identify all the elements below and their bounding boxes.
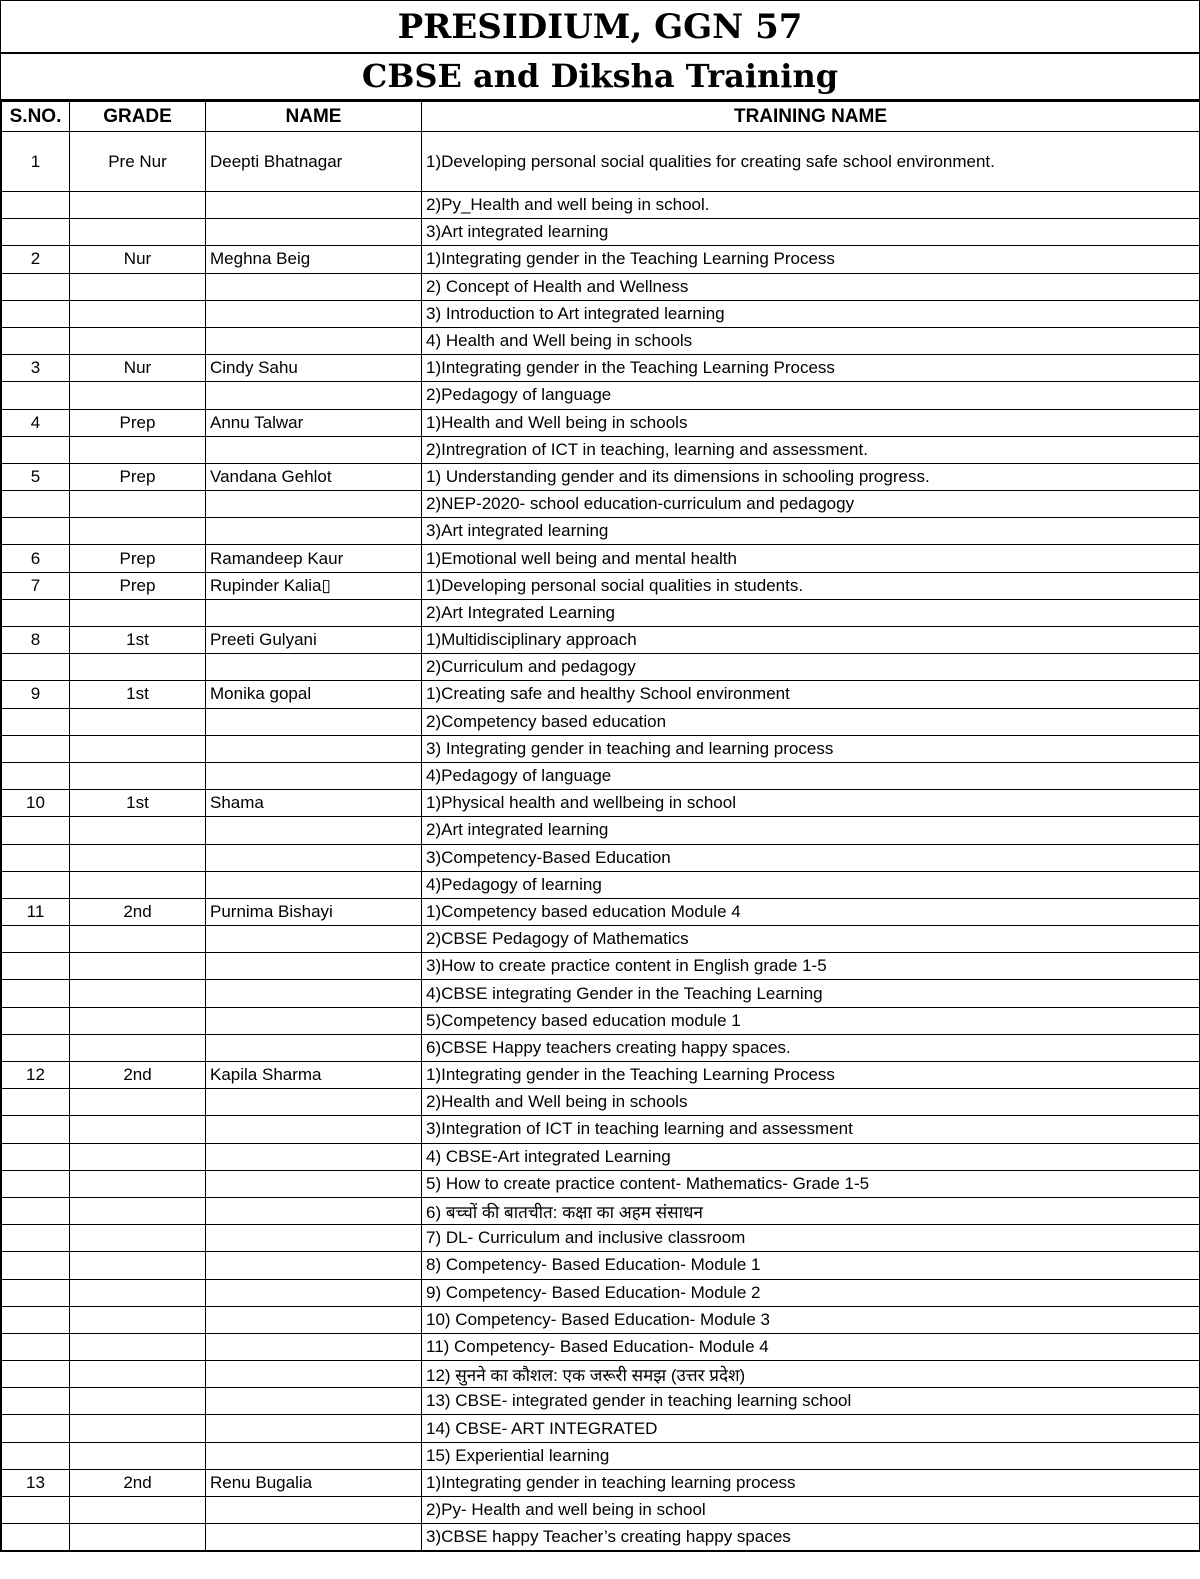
cell-training: 3)Integration of ICT in teaching learning and assessment xyxy=(422,1116,1200,1143)
cell-sno: 3 xyxy=(2,355,70,382)
cell-sno xyxy=(2,817,70,844)
cell-name xyxy=(206,1197,422,1224)
cell-training: 2)Py- Health and well being in school xyxy=(422,1497,1200,1524)
table-row xyxy=(2,463,1200,490)
cell-name xyxy=(206,844,422,871)
cell-training: 2)Curriculum and pedagogy xyxy=(422,654,1200,681)
cell-training: 2)Health and Well being in schools xyxy=(422,1089,1200,1116)
cell-training: 15) Experiential learning xyxy=(422,1442,1200,1469)
table-row xyxy=(2,1497,1200,1524)
cell-grade xyxy=(70,735,206,762)
cell-training: 4)Pedagogy of language xyxy=(422,762,1200,789)
cell-name xyxy=(206,1170,422,1197)
table-row xyxy=(2,409,1200,436)
cell-training: 2)Pedagogy of language xyxy=(422,382,1200,409)
cell-training: 3)How to create practice content in English grade 1-5 xyxy=(422,953,1200,980)
cell-training: 1)Integrating gender in teaching learning process xyxy=(422,1469,1200,1496)
table-row xyxy=(2,491,1200,518)
cell-training: 2)Art Integrated Learning xyxy=(422,599,1200,626)
cell-grade xyxy=(70,708,206,735)
cell-name xyxy=(206,1116,422,1143)
cell-name xyxy=(206,436,422,463)
table-row xyxy=(2,1034,1200,1061)
cell-training: 1)Health and Well being in schools xyxy=(422,409,1200,436)
cell-sno xyxy=(2,1442,70,1469)
cell-sno xyxy=(2,1089,70,1116)
table-row xyxy=(2,681,1200,708)
cell-grade: 2nd xyxy=(70,1469,206,1496)
table-row xyxy=(2,844,1200,871)
cell-training: 3)Competency-Based Education xyxy=(422,844,1200,871)
cell-grade xyxy=(70,1197,206,1224)
cell-sno xyxy=(2,1306,70,1333)
cell-sno xyxy=(2,1497,70,1524)
cell-sno: 4 xyxy=(2,409,70,436)
cell-grade: 2nd xyxy=(70,898,206,925)
cell-sno xyxy=(2,327,70,354)
cell-name: Renu Bugalia xyxy=(206,1469,422,1496)
table-row xyxy=(2,1388,1200,1415)
table-row xyxy=(2,654,1200,681)
cell-sno xyxy=(2,518,70,545)
table-row xyxy=(2,735,1200,762)
table-row xyxy=(2,953,1200,980)
table-row xyxy=(2,1225,1200,1252)
table-row xyxy=(2,1279,1200,1306)
cell-sno: 10 xyxy=(2,790,70,817)
cell-sno: 7 xyxy=(2,572,70,599)
cell-sno: 12 xyxy=(2,1062,70,1089)
cell-grade xyxy=(70,1116,206,1143)
cell-training: 12) सुनने का कौशल: एक जरूरी समझ (उत्तर प्रदेश) xyxy=(422,1361,1200,1388)
cell-sno xyxy=(2,1279,70,1306)
cell-sno: 5 xyxy=(2,463,70,490)
cell-training: 1)Integrating gender in the Teaching Learning Process xyxy=(422,355,1200,382)
cell-grade xyxy=(70,1306,206,1333)
cell-sno xyxy=(2,1225,70,1252)
training-table xyxy=(1,101,1200,1551)
cell-grade xyxy=(70,192,206,219)
table-row xyxy=(2,1252,1200,1279)
cell-sno xyxy=(2,871,70,898)
cell-grade: Nur xyxy=(70,246,206,273)
cell-grade xyxy=(70,1007,206,1034)
table-row xyxy=(2,327,1200,354)
cell-training: 3)CBSE happy Teacher’s creating happy spaces xyxy=(422,1524,1200,1551)
cell-training: 1)Multidisciplinary approach xyxy=(422,627,1200,654)
cell-grade: Prep xyxy=(70,463,206,490)
cell-name xyxy=(206,1442,422,1469)
cell-sno xyxy=(2,1007,70,1034)
cell-sno xyxy=(2,1361,70,1388)
cell-grade xyxy=(70,871,206,898)
table-row xyxy=(2,1197,1200,1224)
cell-sno xyxy=(2,1034,70,1061)
cell-grade: Nur xyxy=(70,355,206,382)
cell-grade xyxy=(70,844,206,871)
cell-training: 6) बच्चों की बातचीत: कक्षा का अहम संसाधन xyxy=(422,1197,1200,1224)
cell-training: 1)Developing personal social qualities for creating safe school environment. xyxy=(422,132,1200,192)
cell-sno xyxy=(2,436,70,463)
cell-training: 5)Competency based education module 1 xyxy=(422,1007,1200,1034)
table-row xyxy=(2,246,1200,273)
cell-sno: 13 xyxy=(2,1469,70,1496)
cell-grade xyxy=(70,980,206,1007)
cell-name xyxy=(206,1089,422,1116)
cell-name xyxy=(206,735,422,762)
cell-sno xyxy=(2,1170,70,1197)
cell-name xyxy=(206,518,422,545)
table-row xyxy=(2,1143,1200,1170)
cell-sno xyxy=(2,1524,70,1551)
cell-grade xyxy=(70,1415,206,1442)
cell-name xyxy=(206,382,422,409)
cell-name: Kapila Sharma xyxy=(206,1062,422,1089)
table-row xyxy=(2,355,1200,382)
cell-training: 2)CBSE Pedagogy of Mathematics xyxy=(422,926,1200,953)
cell-training: 1)Integrating gender in the Teaching Learning Process xyxy=(422,246,1200,273)
cell-grade: 2nd xyxy=(70,1062,206,1089)
cell-sno: 8 xyxy=(2,627,70,654)
cell-name: Deepti Bhatnagar xyxy=(206,132,422,192)
cell-sno xyxy=(2,382,70,409)
cell-sno xyxy=(2,708,70,735)
cell-training: 3)Art integrated learning xyxy=(422,518,1200,545)
cell-grade xyxy=(70,654,206,681)
cell-grade xyxy=(70,1361,206,1388)
cell-name xyxy=(206,953,422,980)
table-row xyxy=(2,219,1200,246)
cell-grade xyxy=(70,491,206,518)
table-row xyxy=(2,1361,1200,1388)
cell-training: 9) Competency- Based Education- Module 2 xyxy=(422,1279,1200,1306)
cell-grade xyxy=(70,273,206,300)
table-row xyxy=(2,1306,1200,1333)
table-row xyxy=(2,817,1200,844)
cell-sno xyxy=(2,1388,70,1415)
cell-grade xyxy=(70,436,206,463)
cell-grade xyxy=(70,1497,206,1524)
cell-grade xyxy=(70,817,206,844)
cell-sno: 11 xyxy=(2,898,70,925)
table-row xyxy=(2,1007,1200,1034)
cell-sno xyxy=(2,926,70,953)
cell-grade: 1st xyxy=(70,681,206,708)
cell-sno xyxy=(2,1252,70,1279)
cell-grade xyxy=(70,382,206,409)
cell-name xyxy=(206,1306,422,1333)
cell-name: Purnima Bishayi xyxy=(206,898,422,925)
header-name: NAME xyxy=(206,102,422,132)
cell-grade: Prep xyxy=(70,409,206,436)
cell-name xyxy=(206,1279,422,1306)
cell-name xyxy=(206,1143,422,1170)
cell-grade xyxy=(70,1225,206,1252)
cell-name: Ramandeep Kaur xyxy=(206,545,422,572)
cell-name xyxy=(206,817,422,844)
cell-grade xyxy=(70,219,206,246)
cell-training: 1)Competency based education Module 4 xyxy=(422,898,1200,925)
cell-grade: 1st xyxy=(70,627,206,654)
cell-name xyxy=(206,762,422,789)
cell-training: 2)Art integrated learning xyxy=(422,817,1200,844)
cell-training: 10) Competency- Based Education- Module 3 xyxy=(422,1306,1200,1333)
table-row xyxy=(2,627,1200,654)
cell-name xyxy=(206,192,422,219)
cell-name xyxy=(206,1524,422,1551)
table-row xyxy=(2,926,1200,953)
header-row xyxy=(2,102,1200,132)
cell-training: 1)Creating safe and healthy School environment xyxy=(422,681,1200,708)
table-row xyxy=(2,980,1200,1007)
cell-training: 1)Developing personal social qualities in students. xyxy=(422,572,1200,599)
cell-grade: Prep xyxy=(70,572,206,599)
cell-sno xyxy=(2,273,70,300)
cell-grade: Prep xyxy=(70,545,206,572)
cell-sno xyxy=(2,300,70,327)
cell-training: 3)Art integrated learning xyxy=(422,219,1200,246)
cell-grade xyxy=(70,327,206,354)
page-title: PRESIDIUM, GGN 57 xyxy=(1,1,1199,54)
cell-name: Annu Talwar xyxy=(206,409,422,436)
cell-sno xyxy=(2,219,70,246)
cell-name xyxy=(206,926,422,953)
table-row xyxy=(2,898,1200,925)
cell-grade xyxy=(70,762,206,789)
cell-name xyxy=(206,273,422,300)
cell-name xyxy=(206,708,422,735)
table-row xyxy=(2,708,1200,735)
table-body xyxy=(2,132,1200,1551)
cell-training: 13) CBSE- integrated gender in teaching learning school xyxy=(422,1388,1200,1415)
cell-name xyxy=(206,300,422,327)
cell-grade xyxy=(70,1252,206,1279)
cell-sno: 2 xyxy=(2,246,70,273)
cell-sno xyxy=(2,192,70,219)
table-row xyxy=(2,545,1200,572)
cell-training: 5) How to create practice content- Mathematics- Grade 1-5 xyxy=(422,1170,1200,1197)
table-row xyxy=(2,1116,1200,1143)
cell-sno xyxy=(2,953,70,980)
cell-name: Vandana Gehlot xyxy=(206,463,422,490)
cell-name xyxy=(206,1388,422,1415)
cell-sno xyxy=(2,654,70,681)
table-row xyxy=(2,871,1200,898)
cell-training: 6)CBSE Happy teachers creating happy spaces. xyxy=(422,1034,1200,1061)
cell-name xyxy=(206,980,422,1007)
table-row xyxy=(2,1089,1200,1116)
table-row xyxy=(2,382,1200,409)
cell-sno: 9 xyxy=(2,681,70,708)
table-row xyxy=(2,599,1200,626)
cell-grade xyxy=(70,953,206,980)
cell-name xyxy=(206,599,422,626)
cell-training: 4) Health and Well being in schools xyxy=(422,327,1200,354)
table-row xyxy=(2,1415,1200,1442)
cell-grade xyxy=(70,300,206,327)
cell-name: Meghna Beig xyxy=(206,246,422,273)
table-row xyxy=(2,436,1200,463)
table-row xyxy=(2,1442,1200,1469)
cell-sno: 6 xyxy=(2,545,70,572)
header-sno: S.NO. xyxy=(2,102,70,132)
cell-sno xyxy=(2,1197,70,1224)
cell-name xyxy=(206,1252,422,1279)
table-row xyxy=(2,192,1200,219)
cell-name xyxy=(206,1361,422,1388)
cell-name: Monika gopal xyxy=(206,681,422,708)
cell-sno xyxy=(2,844,70,871)
cell-name xyxy=(206,1034,422,1061)
cell-grade xyxy=(70,1388,206,1415)
cell-grade xyxy=(70,1034,206,1061)
table-row xyxy=(2,572,1200,599)
cell-sno xyxy=(2,1116,70,1143)
table-row xyxy=(2,762,1200,789)
cell-grade xyxy=(70,1143,206,1170)
header-training: TRAINING NAME xyxy=(422,102,1200,132)
cell-grade: Pre Nur xyxy=(70,132,206,192)
cell-training: 4)Pedagogy of learning xyxy=(422,871,1200,898)
cell-training: 4)CBSE integrating Gender in the Teaching Learning xyxy=(422,980,1200,1007)
cell-sno xyxy=(2,1333,70,1360)
cell-training: 2)Intregration of ICT in teaching, learning and assessment. xyxy=(422,436,1200,463)
cell-training: 2)Py_Health and well being in school. xyxy=(422,192,1200,219)
table-row xyxy=(2,790,1200,817)
cell-sno xyxy=(2,735,70,762)
cell-training: 1)Integrating gender in the Teaching Learning Process xyxy=(422,1062,1200,1089)
table-row xyxy=(2,132,1200,192)
cell-name: Preeti Gulyani xyxy=(206,627,422,654)
table-row xyxy=(2,1524,1200,1551)
cell-name xyxy=(206,1007,422,1034)
header-grade: GRADE xyxy=(70,102,206,132)
cell-sno xyxy=(2,491,70,518)
cell-training: 2)Competency based education xyxy=(422,708,1200,735)
cell-grade xyxy=(70,599,206,626)
cell-name xyxy=(206,491,422,518)
cell-name: Cindy Sahu xyxy=(206,355,422,382)
table-row xyxy=(2,1062,1200,1089)
cell-training: 11) Competency- Based Education- Module 4 xyxy=(422,1333,1200,1360)
cell-name xyxy=(206,219,422,246)
cell-grade xyxy=(70,1442,206,1469)
table-row xyxy=(2,518,1200,545)
cell-training: 2)NEP-2020- school education-curriculum and pedagogy xyxy=(422,491,1200,518)
cell-training: 3) Introduction to Art integrated learning xyxy=(422,300,1200,327)
cell-training: 2) Concept of Health and Wellness xyxy=(422,273,1200,300)
cell-sno: 1 xyxy=(2,132,70,192)
cell-grade xyxy=(70,1170,206,1197)
cell-name xyxy=(206,1333,422,1360)
cell-name: Shama xyxy=(206,790,422,817)
cell-training: 1) Understanding gender and its dimensions in schooling progress. xyxy=(422,463,1200,490)
cell-training: 8) Competency- Based Education- Module 1 xyxy=(422,1252,1200,1279)
cell-name xyxy=(206,1415,422,1442)
cell-training: 4) CBSE-Art integrated Learning xyxy=(422,1143,1200,1170)
cell-grade: 1st xyxy=(70,790,206,817)
cell-training: 14) CBSE- ART INTEGRATED xyxy=(422,1415,1200,1442)
table-row xyxy=(2,1469,1200,1496)
cell-training: 1)Physical health and wellbeing in school xyxy=(422,790,1200,817)
table-row xyxy=(2,1170,1200,1197)
cell-training: 1)Emotional well being and mental health xyxy=(422,545,1200,572)
cell-grade xyxy=(70,1333,206,1360)
cell-training: 3) Integrating gender in teaching and learning process xyxy=(422,735,1200,762)
table-row xyxy=(2,273,1200,300)
cell-name xyxy=(206,327,422,354)
cell-training: 7) DL- Curriculum and inclusive classroom xyxy=(422,1225,1200,1252)
cell-grade xyxy=(70,1279,206,1306)
cell-grade xyxy=(70,926,206,953)
cell-name: Rupinder Kalia▯ xyxy=(206,572,422,599)
cell-sno xyxy=(2,1143,70,1170)
cell-sno xyxy=(2,762,70,789)
table-row xyxy=(2,300,1200,327)
table-row xyxy=(2,1333,1200,1360)
cell-sno xyxy=(2,599,70,626)
cell-sno xyxy=(2,1415,70,1442)
page-subtitle: CBSE and Diksha Training xyxy=(1,54,1199,101)
cell-grade xyxy=(70,518,206,545)
cell-sno xyxy=(2,980,70,1007)
cell-grade xyxy=(70,1089,206,1116)
cell-name xyxy=(206,1497,422,1524)
cell-name xyxy=(206,1225,422,1252)
cell-name xyxy=(206,654,422,681)
cell-name xyxy=(206,871,422,898)
cell-grade xyxy=(70,1524,206,1551)
